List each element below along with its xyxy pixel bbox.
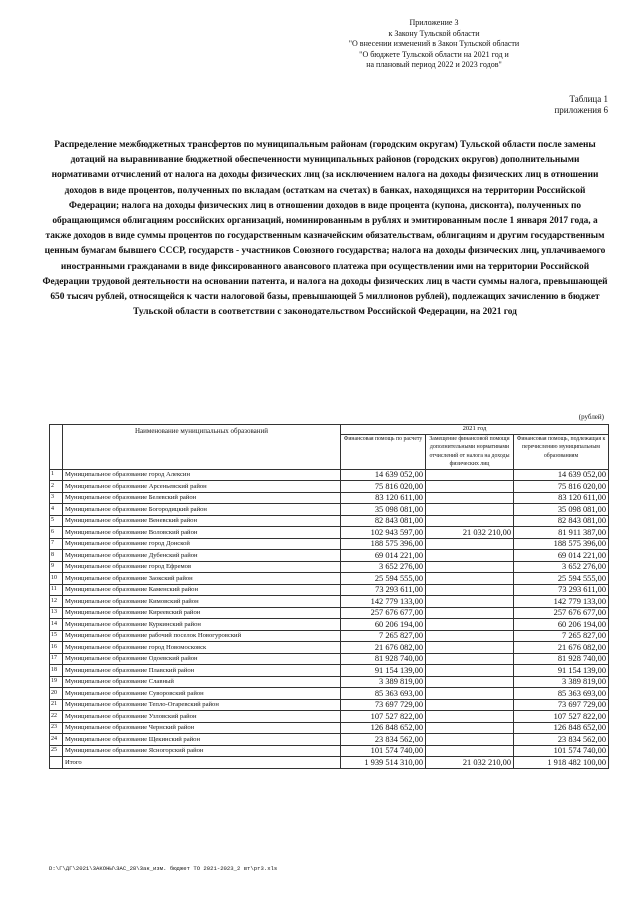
row-col1-value: 257 676 677,00 xyxy=(341,607,426,619)
row-name: Муниципальное образование Куркинский район xyxy=(63,619,341,631)
row-col1-value: 82 843 081,00 xyxy=(341,515,426,527)
row-number: 1 xyxy=(50,469,63,481)
row-col1-value: 188 575 396,00 xyxy=(341,538,426,550)
file-path-footer: D:\Г\ДГ\2021\ЗАКОНЫ\ЗАС_28\Зак_изм. бюджет ТО 2021-2023_2 вт\pr3.xls xyxy=(49,865,278,872)
row-col2-value xyxy=(426,653,514,665)
row-name: Муниципальное образование Ясногорский район xyxy=(63,745,341,757)
row-name: Муниципальное образование Узловский район xyxy=(63,711,341,723)
row-col3-value: 69 014 221,00 xyxy=(514,550,609,562)
row-col3-value: 25 594 555,00 xyxy=(514,573,609,585)
row-col1-value: 23 834 562,00 xyxy=(341,734,426,746)
document-title: Распределение межбюджетных трансфертов по муниципальным районам (городским округам) Тульской области после замены дотаций на выравнивание бюджетной обеспеченности муниципальных районов (городских округов) дополнительными нормативами отчислений от налога на доходы физических лиц (за исключением налога на доходы физических лиц в отношении доходов в виде процентов, полученных по вкладам (остаткам на счетах) в банках, находящихся на территории Российской Федерации; налога на доходы физических лиц в отношении доходов в виде процента (купона, дисконта), полученных по обращающимся облигациям российских организаций, номинированным в рублях и эмитированным после 1 января 2017 года, а также доходов в виде суммы процентов по государственным казначейским обязательствам, облигациям и другим государственным ценным бумагам бывшего СССР, государств - участников Союзного государства; налога на доходы физических лиц, уплачиваемого иностранными гражданами в виде фиксированного авансового платежа при осуществлении ими на территории Российской Федерации трудовой деятельности на основании патента, и налога на доходы физических лиц в части суммы налога, превышающей 650 тысяч рублей, относящейся к части налоговой базы, превышающей 5 миллионов рублей), подлежащих зачислению в бюджет Тульской области в соответствии с законодательством Российской Федерации, на 2021 год xyxy=(42,140,608,318)
row-col1-value: 14 639 052,00 xyxy=(341,469,426,481)
row-col2-value xyxy=(426,711,514,723)
row-col3-value: 7 265 827,00 xyxy=(514,630,609,642)
row-col2-value xyxy=(426,607,514,619)
row-number: 22 xyxy=(50,711,63,723)
row-col3-value: 142 779 133,00 xyxy=(514,596,609,608)
row-number: 18 xyxy=(50,665,63,677)
row-col3-value: 75 816 020,00 xyxy=(514,481,609,493)
row-col3-value: 73 293 611,00 xyxy=(514,584,609,596)
row-col2-value xyxy=(426,492,514,504)
row-col1-value: 126 848 652,00 xyxy=(341,722,426,734)
table-row xyxy=(50,734,609,746)
row-col1-value: 91 154 139,00 xyxy=(341,665,426,677)
row-number: 23 xyxy=(50,722,63,734)
row-name: Муниципальное образование Каменский район xyxy=(63,584,341,596)
table-row xyxy=(50,584,609,596)
row-col1-value: 142 779 133,00 xyxy=(341,596,426,608)
row-col3-value: 23 834 562,00 xyxy=(514,734,609,746)
appendix-line: Приложение 3 xyxy=(409,18,459,27)
total-index-cell xyxy=(50,757,63,769)
row-col3-value: 14 639 052,00 xyxy=(514,469,609,481)
row-col3-value: 257 676 677,00 xyxy=(514,607,609,619)
table-row xyxy=(50,722,609,734)
row-col2-value xyxy=(426,722,514,734)
row-name: Муниципальное образование город Алексин xyxy=(63,469,341,481)
row-col3-value: 3 652 276,00 xyxy=(514,561,609,573)
row-col1-value: 73 697 729,00 xyxy=(341,699,426,711)
header-col3: Финансовая помощь, подлежащая к перечислению муниципальным образованиям xyxy=(514,435,609,470)
table-row xyxy=(50,676,609,688)
row-col2-value xyxy=(426,699,514,711)
row-name: Муниципальное образование Веневский район xyxy=(63,515,341,527)
row-col2-value xyxy=(426,745,514,757)
row-col2-value xyxy=(426,688,514,700)
row-col2-value xyxy=(426,573,514,585)
row-name: Муниципальное образование Славный xyxy=(63,676,341,688)
total-col2-value: 21 032 210,00 xyxy=(426,757,514,769)
row-col3-value: 82 843 081,00 xyxy=(514,515,609,527)
row-col1-value: 3 652 276,00 xyxy=(341,561,426,573)
row-col1-value: 25 594 555,00 xyxy=(341,573,426,585)
table-row xyxy=(50,711,609,723)
row-col3-value: 188 575 396,00 xyxy=(514,538,609,550)
row-name: Муниципальное образование Тепло-Огаревский район xyxy=(63,699,341,711)
appendix-line: к Закону Тульской области xyxy=(388,28,480,38)
table-reference xyxy=(554,94,608,116)
row-col1-value: 7 265 827,00 xyxy=(341,630,426,642)
units-label: (рублей) xyxy=(578,413,604,421)
row-col3-value: 3 389 819,00 xyxy=(514,676,609,688)
row-col2-value xyxy=(426,515,514,527)
header-index-cell xyxy=(50,425,63,470)
row-number: 20 xyxy=(50,688,63,700)
row-col3-value: 126 848 652,00 xyxy=(514,722,609,734)
header-col2: Замещение финансовой помощи дополнительными нормативами отчислений от налога на доходы физических лиц xyxy=(426,435,514,470)
header-col1: Финансовая помощь по расчету xyxy=(341,435,426,470)
table-row xyxy=(50,481,609,493)
table-row xyxy=(50,573,609,585)
row-number: 9 xyxy=(50,561,63,573)
row-col3-value: 107 527 822,00 xyxy=(514,711,609,723)
row-name: Муниципальное образование город Новомосковск xyxy=(63,642,341,654)
row-col1-value: 35 098 081,00 xyxy=(341,504,426,516)
row-number: 13 xyxy=(50,607,63,619)
row-number: 5 xyxy=(50,515,63,527)
row-number: 12 xyxy=(50,596,63,608)
table-number: Таблица 1 xyxy=(569,94,608,104)
row-col2-value: 21 032 210,00 xyxy=(426,527,514,539)
header-name: Наименование муниципальных образований xyxy=(63,425,341,470)
table-row xyxy=(50,699,609,711)
row-col2-value xyxy=(426,469,514,481)
row-number: 16 xyxy=(50,642,63,654)
table-row xyxy=(50,596,609,608)
row-name: Муниципальное образование Кимовский район xyxy=(63,596,341,608)
table-row xyxy=(50,653,609,665)
row-number: 25 xyxy=(50,745,63,757)
table-row xyxy=(50,469,609,481)
row-name: Муниципальное образование Одоевский район xyxy=(63,653,341,665)
row-number: 19 xyxy=(50,676,63,688)
table-row xyxy=(50,504,609,516)
header-year: 2021 год xyxy=(341,425,609,435)
row-col3-value: 73 697 729,00 xyxy=(514,699,609,711)
row-number: 21 xyxy=(50,699,63,711)
total-col3-value: 1 918 482 100,00 xyxy=(514,757,609,769)
row-col1-value: 75 816 020,00 xyxy=(341,481,426,493)
row-col2-value xyxy=(426,619,514,631)
table-row xyxy=(50,642,609,654)
row-col2-value xyxy=(426,630,514,642)
table-row xyxy=(50,492,609,504)
row-col2-value xyxy=(426,561,514,573)
table-row xyxy=(50,745,609,757)
row-col2-value xyxy=(426,642,514,654)
row-name: Муниципальное образование Плавский район xyxy=(63,665,341,677)
table-row xyxy=(50,538,609,550)
row-number: 3 xyxy=(50,492,63,504)
row-name: Муниципальное образование рабочий поселок Новогуровский xyxy=(63,630,341,642)
row-name: Муниципальное образование Белевский район xyxy=(63,492,341,504)
table-row xyxy=(50,561,609,573)
row-col3-value: 21 676 082,00 xyxy=(514,642,609,654)
row-col3-value: 83 120 611,00 xyxy=(514,492,609,504)
table-row xyxy=(50,619,609,631)
appendix-line: "О внесении изменений в Закон Тульской области xyxy=(348,39,520,48)
row-number: 10 xyxy=(50,573,63,585)
row-number: 14 xyxy=(50,619,63,631)
row-name: Муниципальное образование Суворовский район xyxy=(63,688,341,700)
row-col2-value xyxy=(426,550,514,562)
row-col1-value: 102 943 597,00 xyxy=(341,527,426,539)
row-col3-value: 81 928 740,00 xyxy=(514,653,609,665)
row-name: Муниципальное образование город Донской xyxy=(63,538,341,550)
row-col1-value: 73 293 611,00 xyxy=(341,584,426,596)
row-col2-value xyxy=(426,665,514,677)
row-name: Муниципальное образование Щекинский район xyxy=(63,734,341,746)
row-col2-value xyxy=(426,596,514,608)
appendix-line: на плановый период 2022 и 2023 годов" xyxy=(366,60,502,69)
table-row xyxy=(50,607,609,619)
row-name: Муниципальное образование Чернский район xyxy=(63,722,341,734)
appendix-heading xyxy=(294,18,574,71)
row-col1-value: 101 574 740,00 xyxy=(341,745,426,757)
table-row xyxy=(50,688,609,700)
total-col1-value: 1 939 514 310,00 xyxy=(341,757,426,769)
total-row xyxy=(50,757,609,769)
row-name: Муниципальное образование Заокский район xyxy=(63,573,341,585)
appendix-line: "О бюджете Тульской области на 2021 год и xyxy=(359,49,509,59)
table-row xyxy=(50,630,609,642)
row-name: Муниципальное образование город Ефремов xyxy=(63,561,341,573)
row-name: Муниципальное образование Воловский район xyxy=(63,527,341,539)
row-col1-value: 81 928 740,00 xyxy=(341,653,426,665)
row-col1-value: 85 363 693,00 xyxy=(341,688,426,700)
row-number: 2 xyxy=(50,481,63,493)
row-col2-value xyxy=(426,584,514,596)
row-number: 6 xyxy=(50,527,63,539)
row-col3-value: 60 206 194,00 xyxy=(514,619,609,631)
row-name: Муниципальное образование Арсеньевский район xyxy=(63,481,341,493)
row-col1-value: 69 014 221,00 xyxy=(341,550,426,562)
table-row xyxy=(50,665,609,677)
row-col3-value: 35 098 081,00 xyxy=(514,504,609,516)
row-col3-value: 81 911 387,00 xyxy=(514,527,609,539)
row-col2-value xyxy=(426,504,514,516)
row-col1-value: 3 389 819,00 xyxy=(341,676,426,688)
row-number: 17 xyxy=(50,653,63,665)
row-number: 8 xyxy=(50,550,63,562)
row-col2-value xyxy=(426,734,514,746)
transfers-table xyxy=(49,424,609,769)
row-number: 4 xyxy=(50,504,63,516)
row-name: Муниципальное образование Дубенский район xyxy=(63,550,341,562)
row-col2-value xyxy=(426,676,514,688)
row-col3-value: 85 363 693,00 xyxy=(514,688,609,700)
row-number: 15 xyxy=(50,630,63,642)
table-row xyxy=(50,550,609,562)
row-name: Муниципальное образование Богородицкий район xyxy=(63,504,341,516)
row-col2-value xyxy=(426,538,514,550)
row-col1-value: 107 527 822,00 xyxy=(341,711,426,723)
row-col1-value: 21 676 082,00 xyxy=(341,642,426,654)
row-name: Муниципальное образование Киреевский район xyxy=(63,607,341,619)
table-row xyxy=(50,515,609,527)
row-col1-value: 60 206 194,00 xyxy=(341,619,426,631)
row-col3-value: 91 154 139,00 xyxy=(514,665,609,677)
row-number: 7 xyxy=(50,538,63,550)
total-label: Итого xyxy=(63,757,341,769)
row-number: 11 xyxy=(50,584,63,596)
table-row xyxy=(50,527,609,539)
row-col3-value: 101 574 740,00 xyxy=(514,745,609,757)
row-number: 24 xyxy=(50,734,63,746)
appendix-number: приложения 6 xyxy=(554,105,608,115)
row-col1-value: 83 120 611,00 xyxy=(341,492,426,504)
row-col2-value xyxy=(426,481,514,493)
